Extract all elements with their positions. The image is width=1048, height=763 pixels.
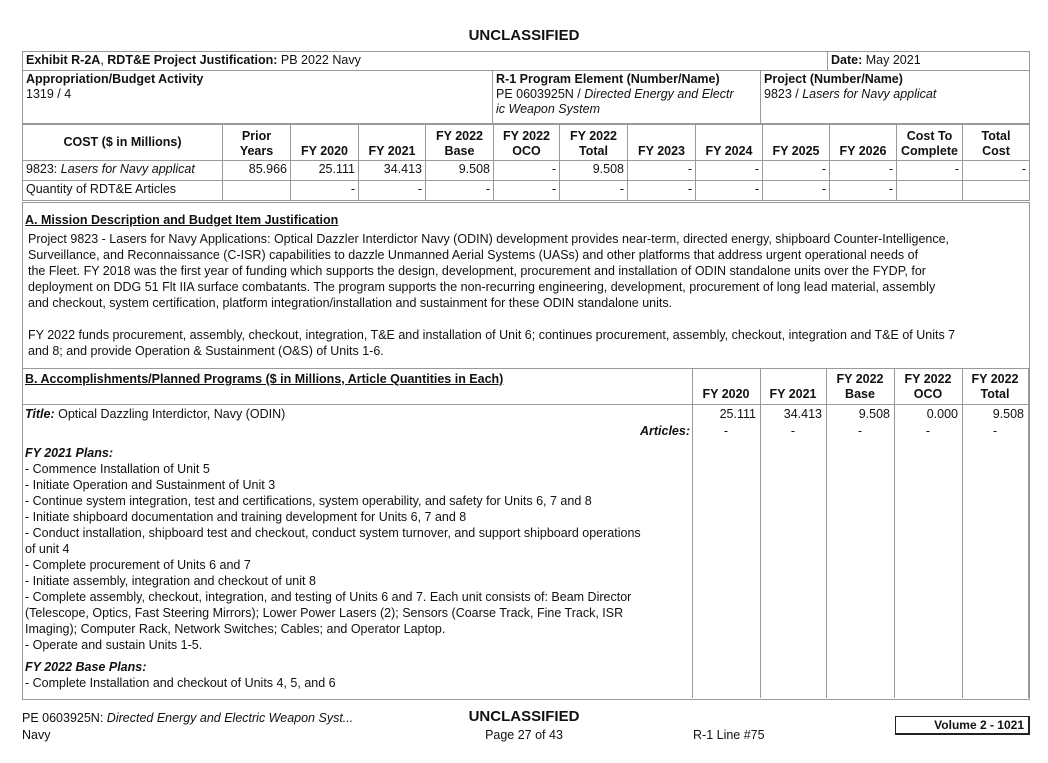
- table-cell: -: [897, 161, 963, 181]
- table-cell: -: [963, 161, 1030, 181]
- b-articles: -: [992, 424, 998, 438]
- b-articles: -: [857, 424, 863, 438]
- b-value: 25.111: [719, 407, 756, 421]
- item-title-label: Title:: [25, 407, 55, 421]
- plan-item: - Initiate assembly, integration and checkout of unit 8: [25, 574, 316, 588]
- column-header-line: FY 2021: [368, 144, 416, 158]
- b-column-header: [962, 372, 1028, 402]
- program-element-number: PE 0603925N /: [496, 87, 585, 101]
- table-cell: 25.111: [291, 161, 359, 181]
- row-label: [23, 181, 223, 201]
- table-cell: -: [494, 161, 560, 181]
- fy2021-plans: [25, 445, 641, 691]
- cost-header-row: [23, 125, 1030, 161]
- table-cell: -: [696, 161, 763, 181]
- column-header: [494, 125, 560, 161]
- section-a-title: A. Mission Description and Budget Item Justification: [25, 213, 339, 227]
- date-value: May 2021: [862, 53, 921, 67]
- table-cell: -: [830, 161, 897, 181]
- program-element-label: R-1 Program Element (Number/Name): [496, 72, 720, 86]
- b-column-header-line: FY 2021: [769, 387, 817, 401]
- footer-pe-number: PE 0603925N:: [22, 711, 107, 725]
- paragraph-line: FY 2022 funds procurement, assembly, checkout, integration, T&E and installation of Unit 6; continues procurement, assembly, checkout, integration and T&E of Units 7: [28, 328, 956, 342]
- column-header-line: Prior: [241, 129, 272, 143]
- date-label: Date:: [831, 53, 863, 67]
- footer-org: Navy: [22, 728, 51, 742]
- plan-item: (Telescope, Optics, Fast Steering Mirrors); Lower Power Lasers (2); Sensors (Coarse Track, Fine Track, ISR: [25, 606, 624, 620]
- table-cell: [963, 181, 1030, 201]
- appropriation-cell: [23, 71, 493, 124]
- column-header-line: FY 2022: [502, 129, 551, 143]
- paragraph-line: and 8; and provide Operation & Sustainment (O&S) of Units 1-6.: [28, 344, 384, 358]
- paragraph-line: and checkout, system certification, platform integration/installation and sustainment for these ODIN standalone units.: [28, 296, 673, 310]
- b-column-header: [894, 372, 962, 402]
- spacer: [28, 311, 1028, 327]
- column-header-line: Complete: [901, 144, 958, 158]
- articles-label: Articles:: [639, 424, 690, 438]
- table-cell: [897, 181, 963, 201]
- column-header: [696, 125, 763, 161]
- date-cell: [828, 52, 1030, 71]
- divider: [22, 404, 1029, 405]
- plan-item: Imaging); Computer Rack, Network Switches; Cables; and Operator Laptop.: [25, 622, 446, 636]
- fy2022-heading: FY 2022 Base Plans:: [25, 660, 147, 674]
- appropriation-value: 1319 / 4: [26, 87, 72, 101]
- exhibit-sep: ,: [100, 53, 108, 67]
- b-value: 9.508: [992, 407, 1024, 421]
- b-articles: -: [925, 424, 931, 438]
- project-cell: [761, 71, 1030, 124]
- column-header: [830, 125, 897, 161]
- column-header-line: Base: [444, 144, 475, 158]
- exhibit-header-table: [22, 51, 1030, 124]
- b-value: 34.413: [783, 407, 822, 421]
- column-header: [763, 125, 830, 161]
- column-header-line: OCO: [512, 144, 541, 158]
- b-column-header-line: Base: [845, 387, 875, 401]
- plan-item: - Conduct installation, shipboard test and checkout, conduct system turnover, and support shipboard operations: [25, 526, 641, 540]
- table-cell: -: [628, 181, 696, 201]
- paragraph-line: Surveillance, and Reconnaissance (C-ISR) capabilities to dazzle Unmanned Aerial Systems (UASs) and other platforms that address urgent operational needs of: [28, 248, 919, 262]
- project-number: 9823 /: [764, 87, 803, 101]
- column-header: [291, 125, 359, 161]
- table-cell: [223, 181, 291, 201]
- exhibit-title: RDT&E Project Justification:: [107, 53, 278, 67]
- column-header: [628, 125, 696, 161]
- plan-item: - Complete Installation and checkout of Units 4, 5, and 6: [25, 676, 336, 690]
- table-row: [23, 181, 1030, 201]
- project-name: Lasers for Navy applicat: [802, 87, 937, 101]
- table-cell: 85.966: [223, 161, 291, 181]
- column-header-line: FY 2025: [772, 144, 820, 158]
- table-cell: -: [494, 181, 560, 201]
- paragraph-line: the Fleet. FY 2018 was the first year of funding which supports the design, development, procurement and installation of ODIN standalone units over the FYDP, for: [28, 264, 926, 278]
- column-header: [23, 125, 223, 161]
- column-header-line: FY 2020: [300, 144, 349, 158]
- column-header: [963, 125, 1030, 161]
- column-header-line: [766, 129, 826, 144]
- b-column-header-line: FY 2022: [836, 372, 884, 386]
- column-header-line: [362, 129, 422, 144]
- classification-footer: UNCLASSIFIED: [468, 708, 580, 725]
- column-header-line: [294, 129, 355, 144]
- table-cell: 9.508: [560, 161, 628, 181]
- section-a-body: [28, 231, 1028, 359]
- column-header: [897, 125, 963, 161]
- b-column-header: [826, 372, 894, 402]
- row-label-prefix: Quantity of RDT&E Articles: [26, 182, 177, 196]
- plan-item: - Initiate shipboard documentation and training development for Units 6, 7 and 8: [25, 510, 467, 524]
- plan-item: - Operate and sustain Units 1-5.: [25, 638, 203, 652]
- appropriation-label: Appropriation/Budget Activity: [26, 72, 204, 86]
- column-header-line: [699, 129, 759, 144]
- table-cell: 9.508: [426, 161, 494, 181]
- column-header-line: Cost To: [906, 129, 953, 143]
- plan-item: - Commence Installation of Unit 5: [25, 462, 210, 476]
- project-label: Project (Number/Name): [764, 72, 903, 86]
- page-number: Page 27 of 43: [485, 728, 563, 742]
- program-element-name-cont: ic Weapon System: [496, 102, 600, 116]
- column-header: [359, 125, 426, 161]
- b-column-header-line: [692, 372, 760, 387]
- column-header-line: Cost: [982, 144, 1010, 158]
- column-header-line: FY 2026: [839, 144, 887, 158]
- column-header-line: FY 2022: [435, 129, 484, 143]
- table-cell: -: [830, 181, 897, 201]
- b-column-header-line: Total: [980, 387, 1010, 401]
- column-header-line: [631, 129, 692, 144]
- b-value: 0.000: [926, 407, 958, 421]
- column-header: [223, 125, 291, 161]
- b-column-header-line: FY 2022: [904, 372, 952, 386]
- table-cell: -: [763, 161, 830, 181]
- plan-item: - Continue system integration, test and certifications, system operability, and safety for Units 6, 7 and 8: [25, 494, 592, 508]
- column-header-line: FY 2024: [705, 144, 753, 158]
- item-title: [25, 407, 285, 421]
- table-cell: -: [696, 181, 763, 201]
- row-label-prefix: 9823:: [26, 162, 61, 176]
- item-title-value: Optical Dazzling Interdictor, Navy (ODIN): [54, 407, 286, 421]
- plan-item: - Complete procurement of Units 6 and 7: [25, 558, 251, 572]
- table-row: [23, 161, 1030, 181]
- paragraph-line: Project 9823 - Lasers for Navy Applications: Optical Dazzler Interdictor Navy (ODIN) development provides near-term, directed energy, shipboard Counter-Intelligence,: [28, 232, 950, 246]
- program-element-cell: [493, 71, 761, 124]
- column-header-line: [833, 129, 893, 144]
- column-header-line: COST ($ in Millions): [63, 135, 182, 149]
- column-header-line: Total: [579, 144, 608, 158]
- row-label: [23, 161, 223, 181]
- b-column-header-line: FY 2022: [971, 372, 1019, 386]
- exhibit-label: Exhibit R-2A: [26, 53, 101, 67]
- exhibit-title-cell: [23, 52, 828, 71]
- plan-item: - Initiate Operation and Sustainment of Unit 3: [25, 478, 276, 492]
- column-header-line: FY 2023: [637, 144, 686, 158]
- column-divider: [1028, 368, 1029, 698]
- cost-table: [22, 124, 1030, 201]
- column-header: [426, 125, 494, 161]
- b-column-header: [692, 372, 760, 402]
- divider: [22, 368, 1029, 369]
- exhibit-value: PB 2022 Navy: [277, 53, 361, 67]
- volume-box: Volume 2 - 1021: [895, 716, 1030, 735]
- table-cell: -: [560, 181, 628, 201]
- b-articles: -: [723, 424, 729, 438]
- section-b-title: B. Accomplishments/Planned Programs ($ in Millions, Article Quantities in Each): [25, 372, 504, 386]
- b-column-header-line: OCO: [913, 387, 943, 401]
- table-cell: -: [359, 181, 426, 201]
- fy2021-heading: FY 2021 Plans:: [25, 446, 114, 460]
- b-column-header: [760, 372, 826, 402]
- b-column-header-line: FY 2020: [702, 387, 750, 401]
- b-value: 9.508: [858, 407, 890, 421]
- table-cell: -: [426, 181, 494, 201]
- table-cell: -: [763, 181, 830, 201]
- table-cell: 34.413: [359, 161, 426, 181]
- column-header-line: FY 2022: [569, 129, 618, 143]
- b-articles: -: [790, 424, 796, 438]
- classification-header: UNCLASSIFIED: [468, 27, 580, 44]
- b-column-header-line: [760, 372, 826, 387]
- row-label-name: Lasers for Navy applicat: [60, 162, 195, 176]
- column-header: [560, 125, 628, 161]
- table-cell: -: [628, 161, 696, 181]
- footer-pe-name: Directed Energy and Electric Weapon Syst...: [106, 711, 354, 725]
- plan-item: - Complete assembly, checkout, integration, and testing of Units 6 and 7. Each unit consists of: Beam Director: [25, 590, 632, 604]
- paragraph-line: deployment on DDG 51 Flt IIA surface combatants. The program supports the non-recurring engineering, development, procurement of long lead material, assembly: [28, 280, 936, 294]
- column-header-line: Total: [981, 129, 1011, 143]
- program-element-name: Directed Energy and Electr: [584, 87, 734, 101]
- plan-item: of unit 4: [25, 542, 70, 556]
- r1-line: R-1 Line #75: [693, 728, 765, 742]
- table-cell: -: [291, 181, 359, 201]
- column-header-line: Years: [239, 144, 274, 158]
